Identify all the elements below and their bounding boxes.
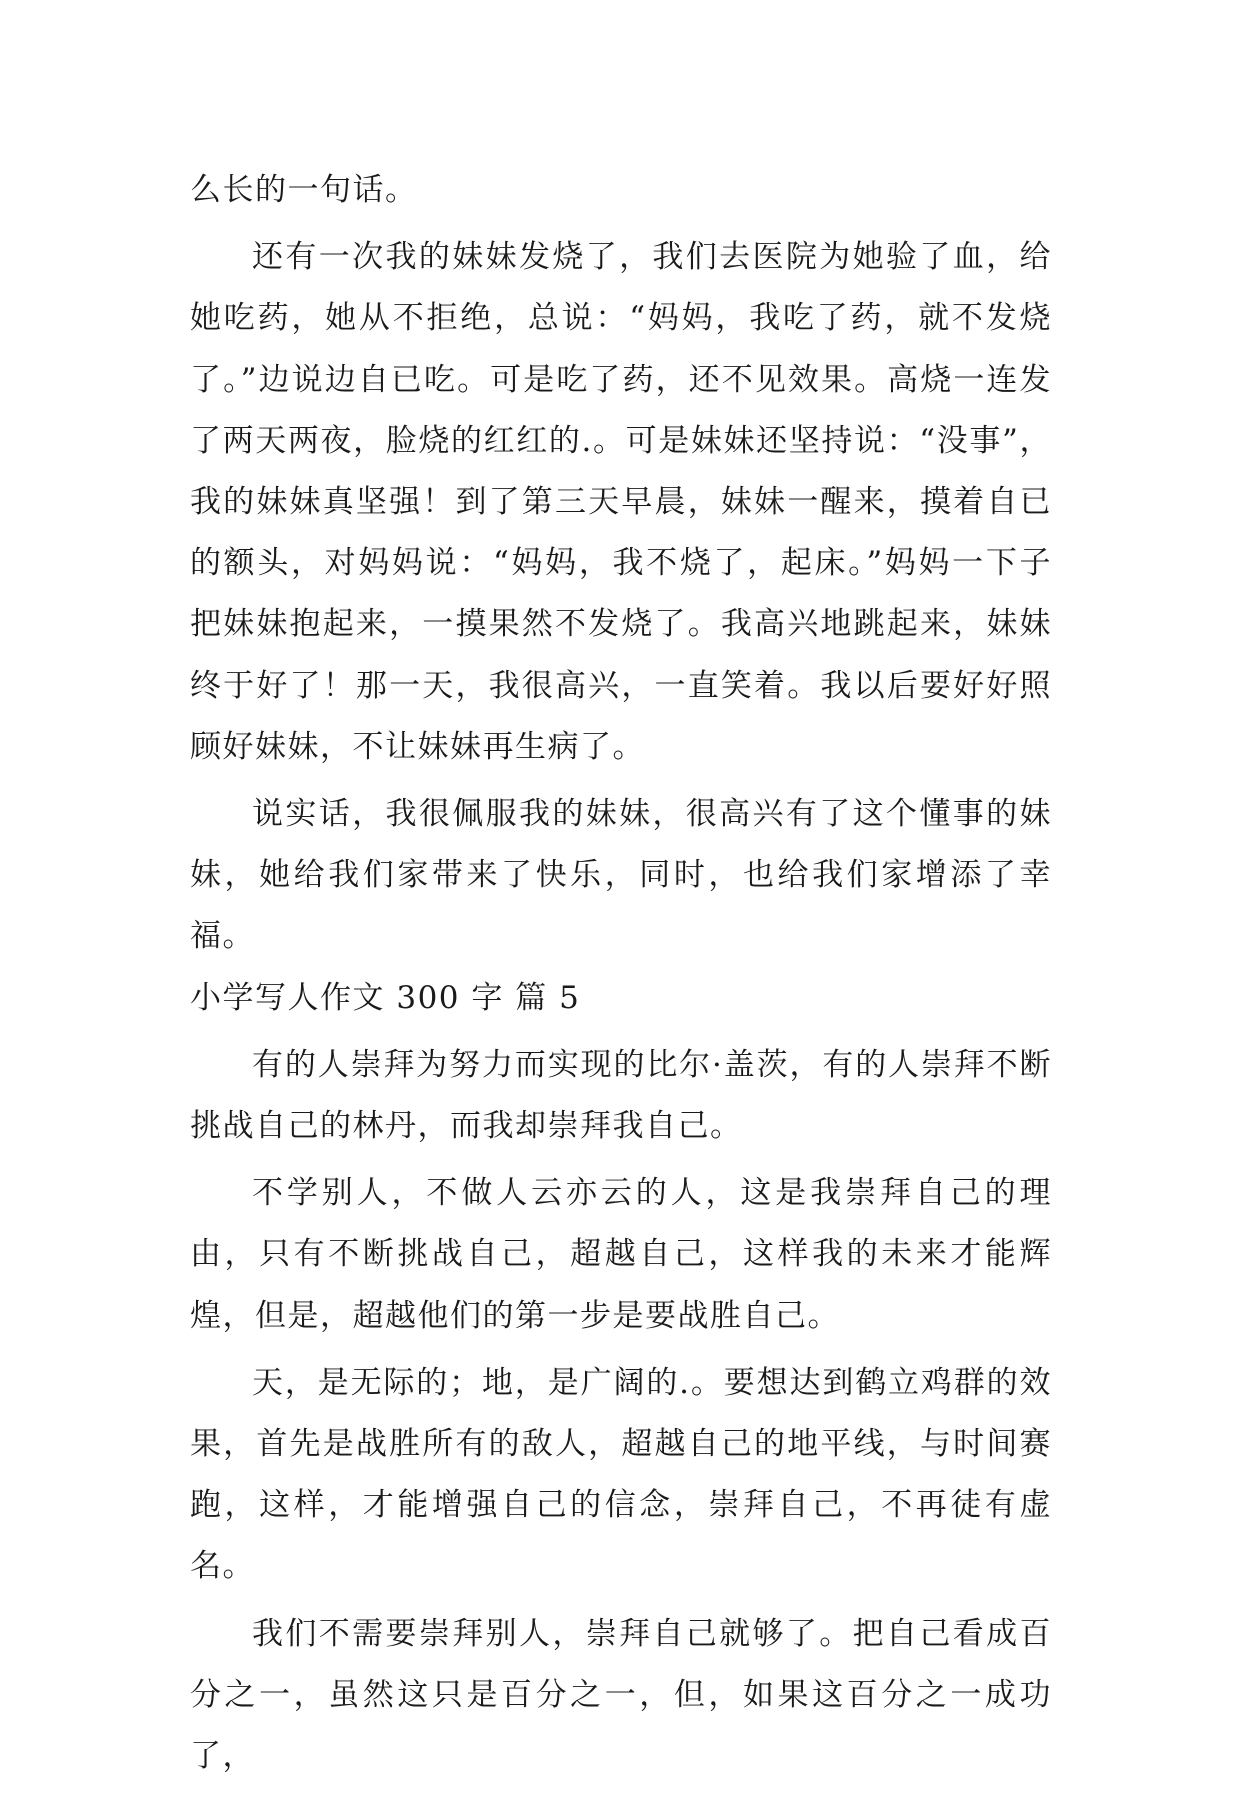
paragraph: 不学别人，不做人云亦云的人，这是我崇拜自己的理由，只有不断挑战自己，超越自己，这样我的未来才能辉煌，但是，超越他们的第一步是要战胜自己。 [190, 1175, 1052, 1334]
paragraph: 么长的一句话。 [190, 172, 418, 208]
paragraph: 说实话，我很佩服我的妹妹，很高兴有了这个懂事的妹妹，她给我们家带来了快乐，同时，也给我们家增添了幸福。 [190, 796, 1052, 955]
paragraph: 天，是无际的；地，是广阔的.。要想达到鹤立鸡群的效果，首先是战胜所有的敌人，超越自己的地平线，与时间赛跑，这样，才能增强自己的信念，崇拜自己，不再徒有虚名。 [190, 1364, 1052, 1585]
paragraph: 有的人崇拜为努力而实现的比尔·盖茨，有的人崇拜不断挑战自己的林丹，而我却崇拜我自己。 [190, 1046, 1052, 1145]
section-heading: 小学写人作文 300 字 篇 5 [190, 979, 581, 1016]
paragraph: 还有一次我的妹妹发烧了，我们去医院为她验了血，给她吃药，她从不拒绝，总说：“妈妈，我吃了药，就不发烧了。”边说边自已吃。可是吃了药，还不见效果。高烧一连发了两天两夜，脸烧的红红的.。可是妹妹还坚持说：“没事”，我的妹妹真坚强！到了第三天早晨，妹妹一醒来，摸着自已的额头，对妈妈说：“妈妈，我不烧了，起床。”妈妈一下子把妹妹抱起来，一摸果然不发烧了。我高兴地跳起来，妹妹终于好了！那一天，我很高兴，一直笑着。我以后要好好照顾好妹妹，不让妹妹再生病了。 [190, 239, 1052, 765]
paragraph: 我们不需要崇拜别人，崇拜自己就够了。把自己看成百分之一，虽然这只是百分之一，但，如果这百分之一成功了， [190, 1615, 1052, 1775]
document-body [190, 160, 1052, 1793]
